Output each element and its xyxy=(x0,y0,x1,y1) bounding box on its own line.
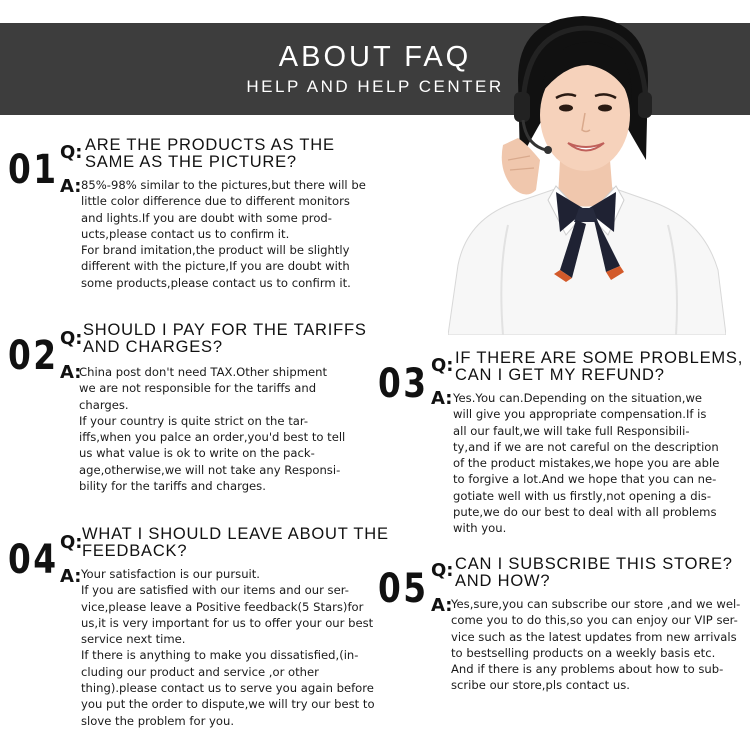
faq-5-answer: Yes,sure,you can subscribe our store ,and we wel- come you to do this,so you can enjoy our VIP ser- vice such as the latest updates from new arrivals to bestselling products on a weekly basis etc. And if there is any problems about how to sub- scribe our store,pls contact us. xyxy=(451,597,741,693)
faq-4-a-label: A: xyxy=(60,566,82,587)
faq-1-answer: 85%-98% similar to the pictures,but there will be little color difference due to different monitors and lights.If you are doubt with some prod- ucts,please contact us to confirm it. For brand imitation,the product will be slightly different with the picture,If you are doubt with some products,please contact us to confirm it. xyxy=(81,178,366,290)
faq-2-question: SHOULD I PAY FOR THE TARIFFS AND CHARGES? xyxy=(83,321,367,356)
faq-3-q-label: Q: xyxy=(431,355,454,376)
faq-5-a-label: A: xyxy=(431,595,453,616)
faq-1-number: 01 xyxy=(8,147,59,193)
faq-4-answer: Your satisfaction is our pursuit. If you are satisfied with our items and our ser- vice,please leave a Positive feedback(5 Stars)for us,it is very important for us to offer your our best service next time. If there is anything to make you dissatisfied,(in- cluding our product and service ,or other thing).please contact us to serve you again before you put the order to dispute,we will try our best to slove the problem for you. xyxy=(81,567,375,728)
faq-4-question: WHAT I SHOULD LEAVE ABOUT THE FEEDBACK? xyxy=(82,525,389,560)
faq-3-answer: Yes.You can.Depending on the situation,we will give you appropriate compensation.If is all our fault,we will take full Responsibili- ty,and if we are not careful on the description of the product mistakes,we hope you are able to forgive a lot.And we hope that you can ne- gotiate well with us firstly,not opening a dis- pute,we do our best to deal with all problems with you. xyxy=(453,391,720,536)
faq-3-a-label: A: xyxy=(431,388,453,409)
faq-5-question: CAN I SUBSCRIBE THIS STORE? AND HOW? xyxy=(455,555,733,590)
page-subtitle: HELP AND HELP CENTER xyxy=(246,77,504,96)
faq-4-q-label: Q: xyxy=(60,532,83,553)
faq-5-number: 05 xyxy=(378,566,429,612)
faq-1-q-label: Q: xyxy=(60,142,83,163)
faq-1-question: ARE THE PRODUCTS AS THE SAME AS THE PICTURE? xyxy=(85,136,335,171)
faq-2-answer: China post don't need TAX.Other shipment we are not responsible for the tariffs and charges. If your country is quite strict on the tar- iffs,when you palce an order,you'd best to tell us what value is ok to write on the pack- age,otherwise,we will not take any Responsi- bility for the tariffs and charges. xyxy=(79,365,346,494)
faq-3-number: 03 xyxy=(378,361,429,407)
faq-3-question: IF THERE ARE SOME PROBLEMS, CAN I GET MY REFUND? xyxy=(455,349,744,384)
page-title: ABOUT FAQ xyxy=(278,41,472,73)
customer-service-agent-image xyxy=(448,10,726,335)
faq-2-a-label: A: xyxy=(60,362,82,383)
faq-2-q-label: Q: xyxy=(60,328,83,349)
faq-1-a-label: A: xyxy=(60,176,82,197)
faq-5-q-label: Q: xyxy=(431,560,454,581)
faq-2-number: 02 xyxy=(8,333,59,379)
faq-4-number: 04 xyxy=(8,537,59,583)
